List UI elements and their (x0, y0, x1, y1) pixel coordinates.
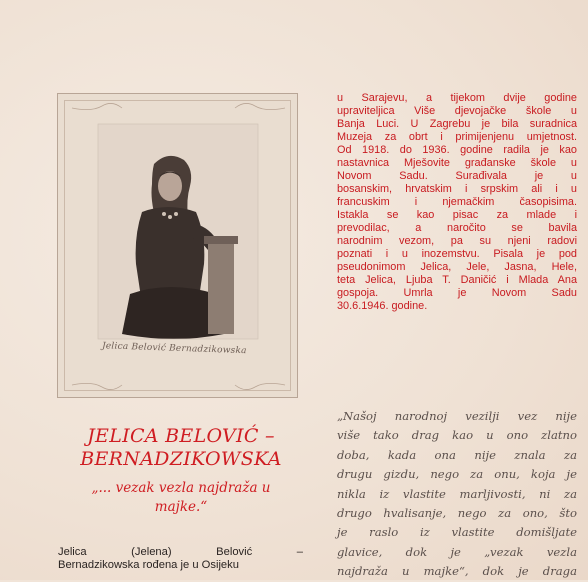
quote-line: nikla iz vlastite marljivosti, ni za (337, 486, 577, 501)
title-line: JELICA BELOVIĆ – (87, 425, 275, 447)
text-line: Novom Sadu. Surađivala je u (337, 170, 577, 182)
text-line: upraviteljica Više djevojačke škole u (337, 105, 577, 117)
text-line: bosanskim, hrvatskim i srpskim ali i u (337, 183, 577, 195)
right-column-text (337, 92, 577, 313)
article-title (40, 425, 322, 471)
text-line: Od 1918. do 1936. godine radila je kao (337, 144, 577, 156)
quote-line: više tako drag kao u ono zlatno (337, 428, 577, 443)
text-line: teta Jelica, Ljuba T. Daničić i Mlada Ana (337, 274, 577, 286)
text-line: Muzeja za obrt i primijenjenu umjetnost. (337, 131, 577, 143)
text-line: 30.6.1946. godine. (337, 300, 428, 312)
portrait-frame (57, 93, 298, 398)
text-line: pseudonimom Jelica, Jele, Jasna, Hele, (337, 261, 577, 273)
text-line: francuskim i njemačkim časopisima. (337, 196, 577, 208)
quote-line: „Našoj narodnoj vezilji vez nije (337, 409, 577, 423)
quote-line: drugu gizdu, nego za onu, koja je (337, 467, 577, 482)
folk-embroidery-quote (337, 407, 577, 582)
text-line: narodnim vezom, pa su njeni radovi (337, 235, 577, 247)
text-line: Istakla se kao pisac za mlade i (337, 209, 577, 221)
text-line: Bernadzikowska rođena je u Osijeku (58, 559, 239, 571)
left-column-text (58, 546, 303, 572)
text-line: nastavnica Mješovite građanske škole u (337, 157, 577, 169)
subtitle-line: majke.“ (154, 499, 208, 515)
text-line: u Sarajevu, a tijekom dvije godine (337, 92, 577, 104)
quote-line: drugo hvalisanje, nego za ono, što (337, 506, 577, 521)
text-line: Banja Luci. U Zagrebu je bila suradnica (337, 118, 577, 130)
text-line: poznati i u inozemstvu. Pisala je pod (337, 248, 577, 260)
title-line: BERNADZIKOWSKA (80, 448, 282, 470)
portrait-signature: Jelica Belović Bernadzikowska (101, 341, 247, 357)
text-line: prevodilac, a naročito se bavila (337, 222, 577, 234)
quote-line: glavice, dok je „vezak vezla (337, 544, 577, 559)
quote-line: doba, kada ona nije znala za (337, 447, 577, 462)
text-line: Jelica (Jelena) Belović – (58, 546, 303, 558)
text-line: gospoja. Umrla je Novom Sadu (337, 287, 577, 299)
article-subtitle (40, 479, 322, 517)
subtitle-line: „... vezak vezla najdraža u (91, 480, 271, 496)
quote-line: je raslo iz vlastite domišljate (337, 525, 577, 540)
quote-line: najdraža u majke“, dok je draga (337, 564, 577, 579)
